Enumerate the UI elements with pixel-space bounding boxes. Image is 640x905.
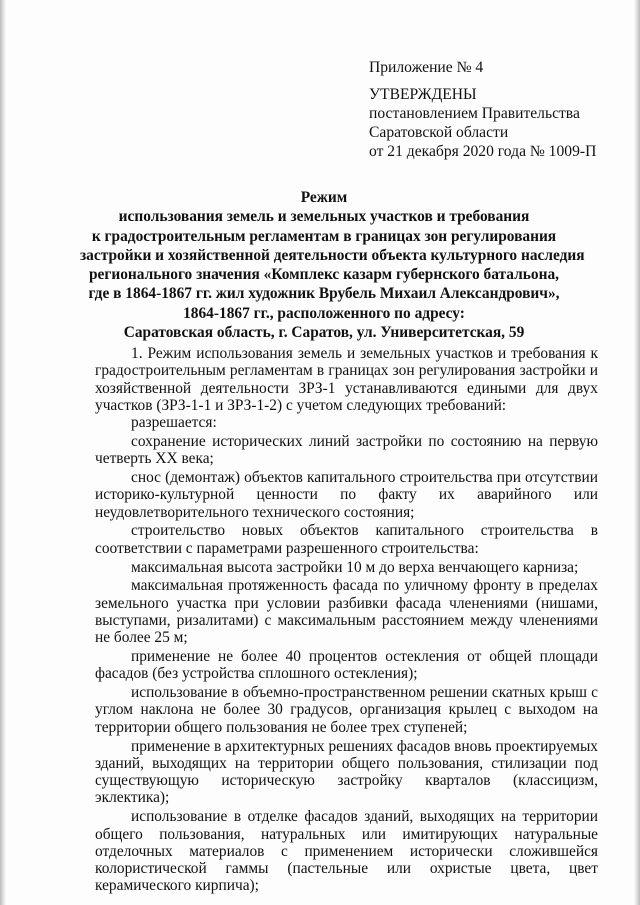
body-paragraph: разрешается: xyxy=(131,414,217,432)
body-paragraph: применение не более 40 процентов остекления от общей площади фасадов (без устройства сплошного остекления); xyxy=(95,648,598,683)
body-paragraph: максимальная протяженность фасада по уличному фронту в пределах земельного участка при условии разбивки фасада членениями (нишами, выступами, ризалитами) с максимальным расстоянием между членениями не более 25 м; xyxy=(95,577,598,647)
title-line: Саратовская область, г. Саратов, ул. Университетская, 59 xyxy=(123,324,525,342)
title-line: где в 1864-1867 гг. жил художник Врубель Михаил Александрович», xyxy=(88,285,560,303)
scan-edge-left xyxy=(0,0,6,905)
body-paragraph: снос (демонтаж) объектов капитального строительства при отсутствии историко-культурной ценности по факту их аварийного или неудовлетворительного технического состояния; xyxy=(95,469,598,521)
title-line: регионального значения «Комплекс казарм губернского батальона, xyxy=(88,266,560,284)
body-paragraph: сохранение исторических линий застройки по состоянию на первую четверть XX века; xyxy=(95,432,598,468)
body-paragraph: использование в объемно-пространственном решении скатных крыш с углом наклона не более 30 градусов, организация крылец с выходом на территории общего пользования не более трех ступеней; xyxy=(95,684,598,736)
spacer xyxy=(369,77,619,85)
title-line: использования земель и земельных участков и требования xyxy=(118,208,530,226)
body-paragraph: максимальная высота застройки 10 м до верха венчающего карниза; xyxy=(131,558,579,576)
body-paragraph: использование в отделке фасадов зданий, выходящих на территории общего пользования, натуральных или имитирующих натуральные отделочных материалов с применением исторически сложившейся колористической гаммы (пастельные или охристые цвета, цвет керамического кирпича); xyxy=(95,808,598,895)
document-title xyxy=(80,188,585,342)
title-line: Режим xyxy=(300,189,348,206)
approved-heading: УТВЕРЖДЕНЫ xyxy=(369,86,477,103)
approval-line-3: от 21 декабря 2020 года № 1009-П xyxy=(369,143,597,160)
body-paragraph: 1. Режим использования земель и земельных участков и требования к градостроительным регламентам в границах зон регулирования застройки и хозяйственной деятельности ЗРЗ-1 устанавливаются едиными для двух участков (ЗРЗ-1-1 и ЗРЗ-1-2) с учетом следующих требований: xyxy=(95,345,598,414)
title-line: 1864-1867 гг., расположенного по адресу: xyxy=(183,304,465,322)
document-body xyxy=(95,345,598,895)
appendix-number: Приложение № 4 xyxy=(369,59,484,76)
scan-edge-right xyxy=(634,0,640,905)
approval-line-1: постановлением Правительства xyxy=(369,105,580,122)
body-paragraph: применение в архитектурных решениях фасадов вновь проектируемых зданий, выходящих на территории общего пользования, стилизации под существующую историческую застройку кварталов (классицизм, эклектика); xyxy=(95,737,598,807)
approval-block xyxy=(369,58,619,161)
body-paragraph: строительство новых объектов капитального строительства в соответствии с параметрами разрешенного строительства: xyxy=(95,522,598,557)
title-line: к градостроительным регламентам в границах зон регулирования xyxy=(91,227,557,245)
approval-line-2: Саратовской области xyxy=(369,124,509,141)
title-line: застройки и хозяйственной деятельности объекта культурного наследия xyxy=(80,246,585,264)
